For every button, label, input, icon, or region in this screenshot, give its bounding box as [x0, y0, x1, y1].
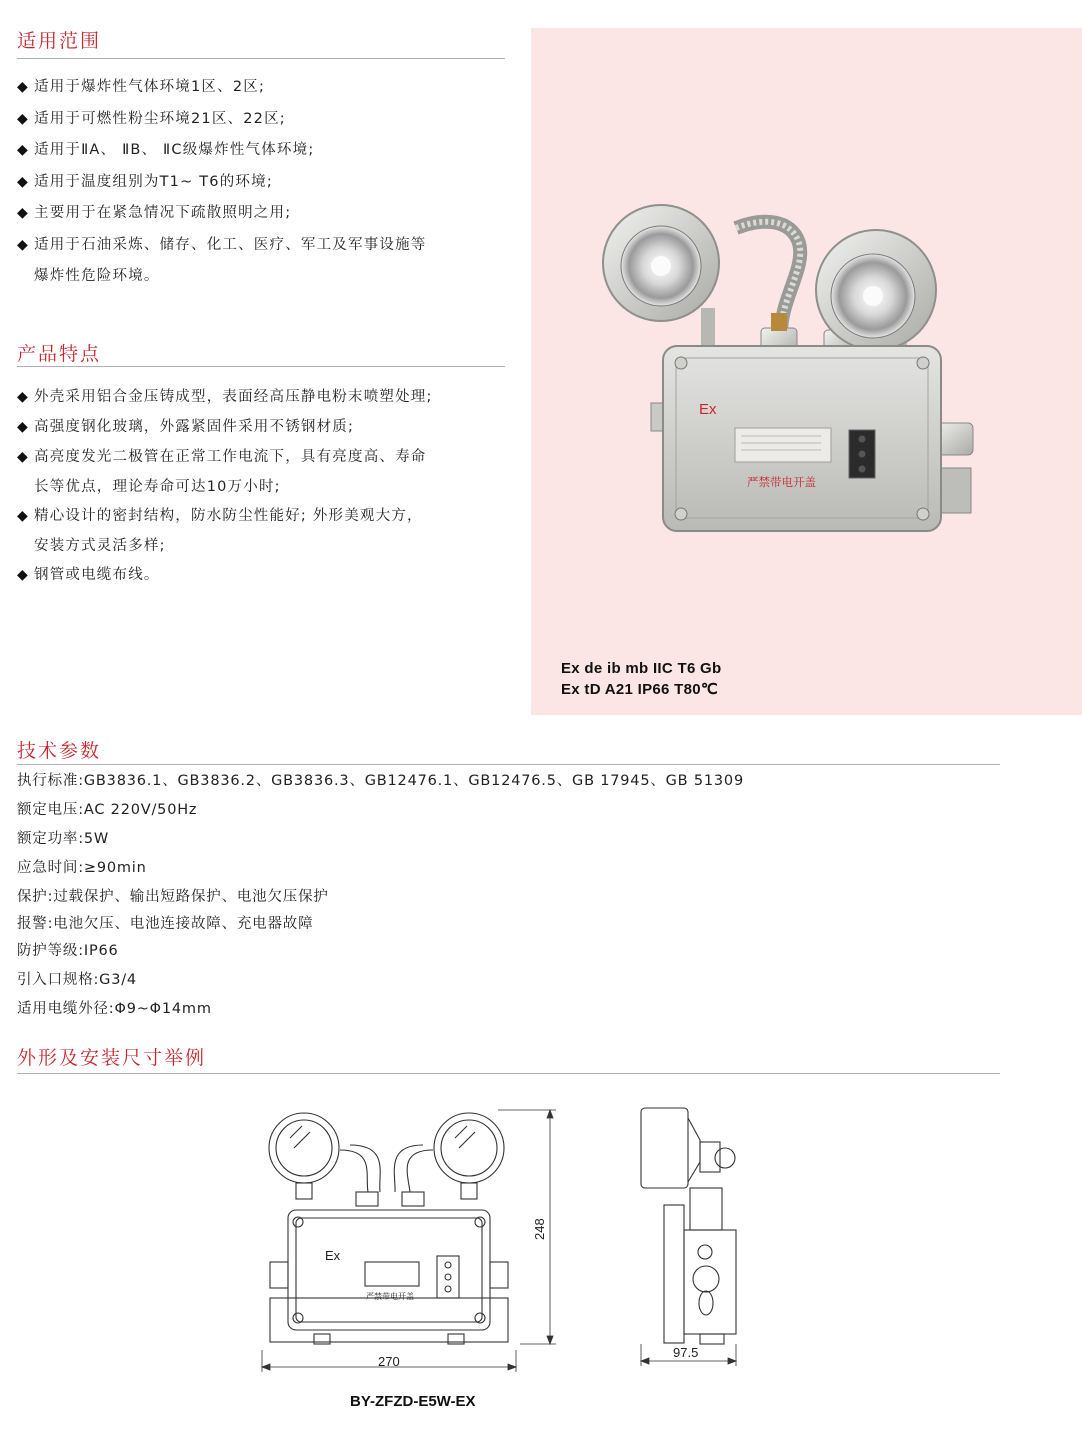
- scope-divider: [17, 58, 505, 59]
- drawing-warning-text: 严禁带电开盖: [366, 1292, 414, 1301]
- list-item-text: 适用于温度组别为T1~ T6的环境;: [34, 173, 273, 190]
- features-list: [17, 382, 517, 590]
- ex-marking-line2: Ex tD A21 IP66 T80℃: [561, 681, 719, 698]
- model-number: BY-ZFZD-E5W-EX: [350, 1393, 476, 1410]
- product-photo: [531, 28, 1082, 628]
- list-item-text: 钢管或电缆布线。: [34, 567, 160, 583]
- scope-title: 适用范围: [17, 30, 102, 52]
- dimensions-divider: [17, 1073, 1000, 1074]
- list-item-continuation: 安装方式灵活多样;: [34, 538, 166, 554]
- list-item: [17, 135, 517, 167]
- list-item-text: 外壳采用铝合金压铸成型，表面经高压静电粉末喷塑处理;: [34, 389, 433, 405]
- param-row: 适用电缆外径:Φ9~Φ14mm: [17, 1001, 212, 1017]
- dim-depth: 97.5: [673, 1345, 699, 1360]
- scope-list: [17, 72, 517, 292]
- list-item: [17, 104, 517, 136]
- params-title: 技术参数: [17, 740, 102, 762]
- list-item: [17, 412, 517, 442]
- list-item: [17, 72, 517, 104]
- list-item-text: 精心设计的密封结构，防水防尘性能好; 外形美观大方，: [34, 508, 423, 524]
- list-item-text: 适用于可燃性粉尘环境21区、22区;: [34, 110, 286, 127]
- list-item: [17, 442, 517, 501]
- dim-height: 248: [532, 1218, 547, 1240]
- list-item: [17, 198, 517, 230]
- param-row: 保护:过载保护、输出短路保护、电池欠压保护: [17, 889, 329, 905]
- drawing-ex-mark: Ex: [325, 1248, 341, 1263]
- param-row: 引入口规格:G3/4: [17, 972, 137, 988]
- features-divider: [17, 366, 505, 367]
- list-item-text: 适用于石油采炼、储存、化工、医疗、军工及军事设施等: [34, 236, 427, 253]
- dimension-drawing: [0, 1090, 1082, 1400]
- list-item-text: 适用于爆炸性气体环境1区、2区;: [34, 79, 266, 95]
- list-item-text: 主要用于在紧急情况下疏散照明之用;: [34, 205, 292, 221]
- list-item-text: 高强度钢化玻璃，外露紧固件采用不锈钢材质;: [34, 419, 355, 435]
- list-item: [17, 167, 517, 199]
- param-row: 额定功率:5W: [17, 831, 110, 847]
- list-item: [17, 560, 517, 590]
- list-item-continuation: 爆炸性危险环境。: [34, 268, 160, 284]
- list-item: [17, 501, 517, 560]
- dimensions-title: 外形及安装尺寸举例: [17, 1047, 207, 1069]
- params-list: [17, 770, 1007, 1027]
- param-row: 应急时间:≥90min: [17, 860, 147, 876]
- list-item: [17, 230, 517, 292]
- list-item-text: 高亮度发光二极管在正常工作电流下，具有亮度高、寿命: [34, 449, 427, 465]
- ex-marking: [561, 658, 722, 700]
- param-row: 执行标准:GB3836.1、GB3836.2、GB3836.3、GB12476.1、GB12476.5、GB 17945、GB 51309: [17, 773, 744, 789]
- param-row: 额定电压:AC 220V/50Hz: [17, 802, 198, 818]
- list-item-text: 适用于ⅡA、 ⅡB、 ⅡC级爆炸性气体环境;: [34, 142, 315, 158]
- param-row: 防护等级:IP66: [17, 943, 119, 959]
- params-divider: [17, 764, 1000, 765]
- dim-width: 270: [378, 1354, 400, 1369]
- ex-marking-line1: Ex de ib mb IIC T6 Gb: [561, 660, 722, 677]
- features-title: 产品特点: [17, 343, 102, 365]
- photo-ex-mark: Ex: [699, 401, 717, 418]
- photo-warning-text: 严禁带电开盖: [747, 477, 816, 489]
- list-item: [17, 382, 517, 412]
- product-photo-panel: [531, 28, 1082, 715]
- list-item-continuation: 长等优点，理论寿命可达10万小时;: [34, 479, 281, 495]
- param-row: 报警:电池欠压、电池连接故障、充电器故障: [17, 916, 314, 932]
